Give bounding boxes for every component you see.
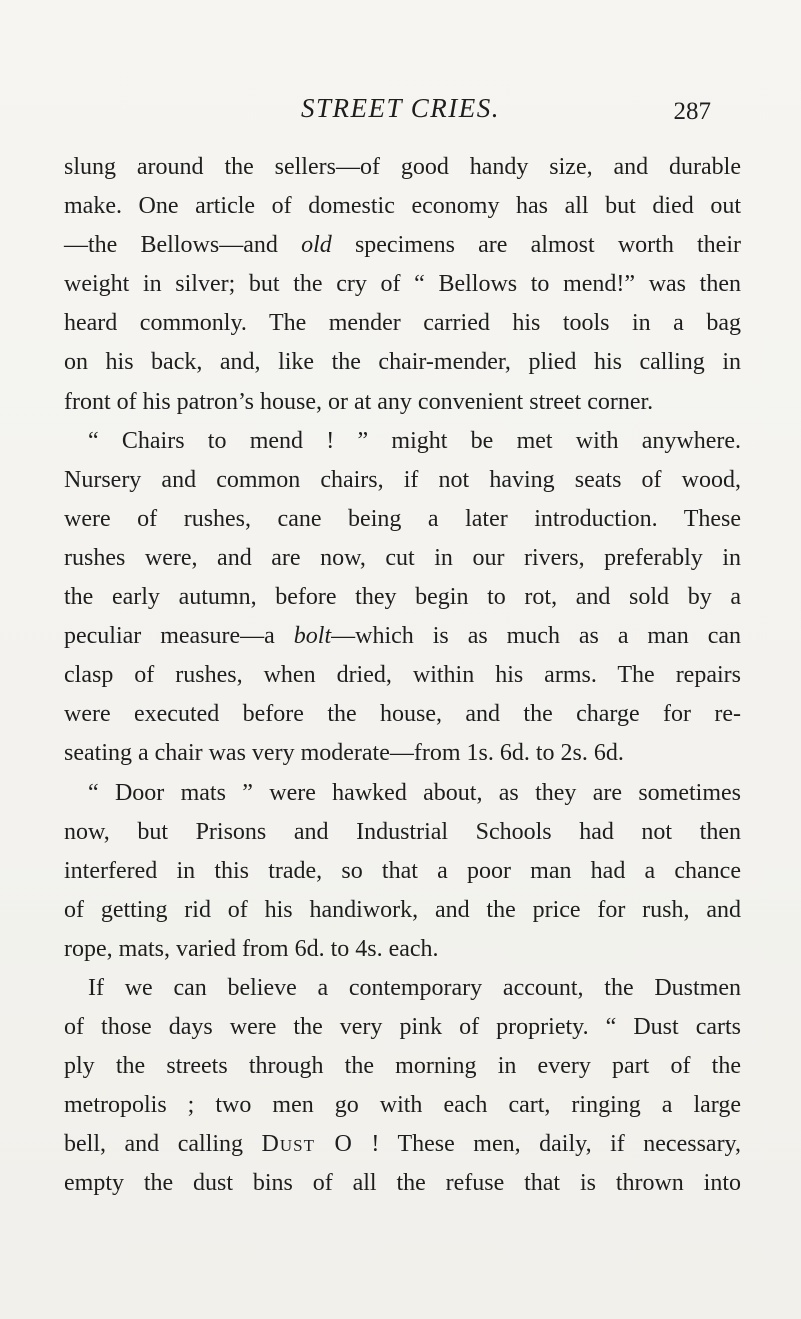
- running-head: [0, 90, 801, 126]
- text-line: rushes were, and are now, cut in our rivers, preferably in: [64, 544, 741, 571]
- text-line: of those days were the very pink of propriety. “ Dust carts: [64, 1014, 741, 1041]
- text-line: slung around the sellers—of good handy size, and durable: [64, 154, 741, 180]
- text-line: interfered in this trade, so that a poor man had a chance: [64, 857, 741, 884]
- text-segment: specimens are almost worth their: [331, 232, 741, 259]
- text-segment: bell, and calling: [64, 1131, 262, 1158]
- text-line: Nursery and common chairs, if not having seats of wood,: [64, 466, 741, 493]
- text-line: make. One article of domestic economy has all but died out: [64, 193, 741, 220]
- paragraph-start-line: If we can believe a contemporary account, the Dustmen: [88, 974, 741, 1001]
- text-segment: —which is as much as a man can: [331, 623, 741, 650]
- text-line: empty the dust bins of all the refuse that is thrown into: [64, 1170, 741, 1197]
- paragraph-start-line: “ Chairs to mend ! ” might be met with anywhere.: [88, 427, 741, 454]
- text-line: metropolis ; two men go with each cart, ringing a large: [64, 1092, 741, 1119]
- italic-word: bolt: [293, 623, 332, 650]
- page-number: 287: [673, 98, 711, 125]
- text-line: ply the streets through the morning in every part of the: [64, 1053, 741, 1080]
- text-segment: ! These men, daily, if necessary,: [352, 1131, 741, 1158]
- small-caps-phrase: Dust O: [261, 1131, 353, 1158]
- text-line: of getting rid of his handiwork, and the price for rush, and: [64, 896, 741, 923]
- text-line: heard commonly. The mender carried his tools in a bag: [64, 310, 741, 337]
- text-line: [64, 617, 741, 656]
- body-text: [64, 148, 741, 1204]
- text-line: rope, mats, varied from 6d. to 4s. each.: [64, 935, 439, 962]
- paragraph-start-line: “ Door mats ” were hawked about, as they are sometimes: [88, 779, 741, 806]
- text-segment: —the Bellows—and: [64, 232, 302, 259]
- text-line: [64, 226, 741, 265]
- text-line: the early autumn, before they begin to rot, and sold by a: [64, 584, 741, 611]
- text-line: now, but Prisons and Industrial Schools had not then: [64, 818, 741, 845]
- text-segment: peculiar measure—a: [64, 623, 294, 650]
- italic-word: old: [301, 232, 332, 259]
- text-line: were executed before the house, and the charge for re-: [64, 701, 741, 728]
- running-title: STREET CRIES.: [300, 93, 500, 123]
- text-line: on his back, and, like the chair-mender, plied his calling in: [64, 349, 741, 376]
- text-line: seating a chair was very moderate—from 1s. 6d. to 2s. 6d.: [64, 740, 624, 767]
- text-line: weight in silver; but the cry of “ Bellows to mend!” was then: [64, 271, 741, 298]
- text-line: front of his patron’s house, or at any convenient street corner.: [64, 388, 654, 415]
- text-line: [64, 1125, 741, 1164]
- text-line: clasp of rushes, when dried, within his arms. The repairs: [64, 662, 741, 689]
- text-line: were of rushes, cane being a later introduction. These: [64, 505, 741, 532]
